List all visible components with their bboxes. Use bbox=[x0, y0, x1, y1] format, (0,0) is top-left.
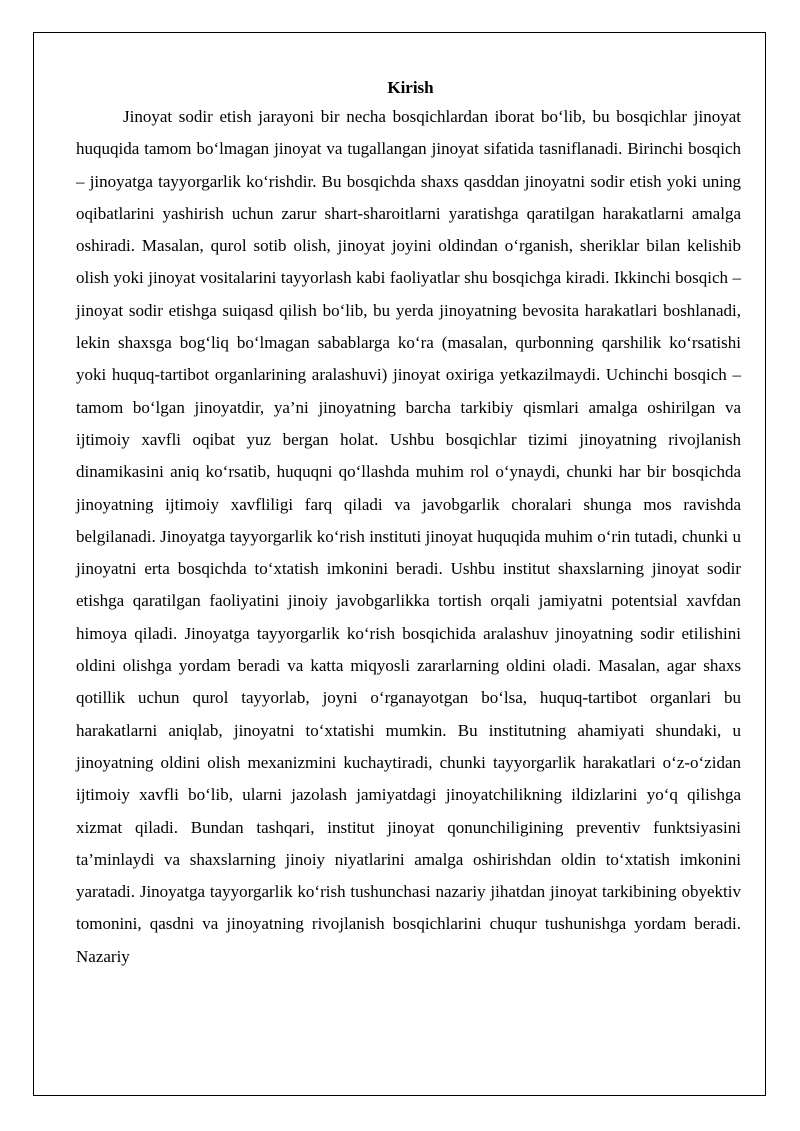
document-title: Kirish bbox=[387, 78, 434, 97]
body-paragraph: Jinoyat sodir etish jarayoni bir necha bosqichlardan iborat bo‘lib, bu bosqichlar jinoyat huquqida tamom bo‘lmagan jinoyat va tugallangan jinoyat sifatida tasniflanadi. Birinchi bosqich – jinoyatga tayyorgarlik ko‘rishdir. Bu bosqichda shaxs qasddan jinoyatni sodir etish yoki uning oqibatlarini yashirish uchun zarur shart-sharoitlarni yaratishga qaratilgan harakatlarni amalga oshiradi. Masalan, qurol sotib olish, jinoyat joyini oldindan o‘rganish, sheriklar bilan kelishib olish yoki jinoyat vositalarini tayyorlash kabi faoliyatlar shu bosqichga kiradi. Ikkinchi bosqich – jinoyat sodir etishga suiqasd qilish bo‘lib, bu yerda jinoyatning bevosita harakatlari boshlanadi, lekin shaxsga bog‘liq bo‘lmagan sabablarga ko‘ra (masalan, qurbonning qarshilik ko‘rsatishi yoki huquq-tartibot organlarining aralashuvi) jinoyat oxiriga yetkazilmaydi. Uchinchi bosqich – tamom bo‘lgan jinoyatdir, ya’ni jinoyatning barcha tarkibiy qismlari amalga oshirilgan va ijtimoiy xavfli oqibat yuz bergan holat. Ushbu bosqichlar tizimi jinoyatning rivojlanish dinamikasini aniq ko‘rsatib, huquqni qo‘llashda muhim rol o‘ynaydi, chunki har bir bosqichda jinoyatning ijtimoiy xavfliligi farq qiladi va javobgarlik choralari shunga mos ravishda belgilanadi. Jinoyatga tayyorgarlik ko‘rish instituti jinoyat huquqida muhim o‘rin tutadi, chunki u jinoyatni erta bosqichda to‘xtatish imkonini beradi. Ushbu institut shaxslarning jinoyat sodir etishga qaratilgan faoliyatini jinoiy javobgarlikka tortish orqali jamiyatni potentsial xavfdan himoya qiladi. Jinoyatga tayyorgarlik ko‘rish bosqichida aralashuv jinoyatning sodir etilishini oldini olishga yordam beradi va katta miqyosli zararlarning oldini oladi. Masalan, agar shaxs qotillik uchun qurol tayyorlab, joyni o‘rganayotgan bo‘lsa, huquq-tartibot organlari bu harakatlarni aniqlab, jinoyatni to‘xtatishi mumkin. Bu institutning ahamiyati shundaki, u jinoyatning oldini olish mexanizmini kuchaytiradi, chunki tayyorgarlik harakatlari o‘z-o‘zidan ijtimoiy xavfli bo‘lib, ularni jazolash jamiyatdagi jinoyatchilikning ildizlarini yo‘q qilishga xizmat qiladi. Bundan tashqari, institut jinoyat qonunchiligining preventiv funktsiyasini ta’minlaydi va shaxslarning jinoiy niyatlarini amalga oshirishdan oldin to‘xtatish imkonini yaratadi. Jinoyatga tayyorgarlik ko‘rish tushunchasi nazariy jihatdan jinoyat tarkibining obyektiv tomonini, qasdni va jinoyatning rivojlanish bosqichlarini chuqur tushunishga yordam beradi. Nazariy bbox=[76, 107, 741, 966]
document-body bbox=[76, 75, 741, 973]
